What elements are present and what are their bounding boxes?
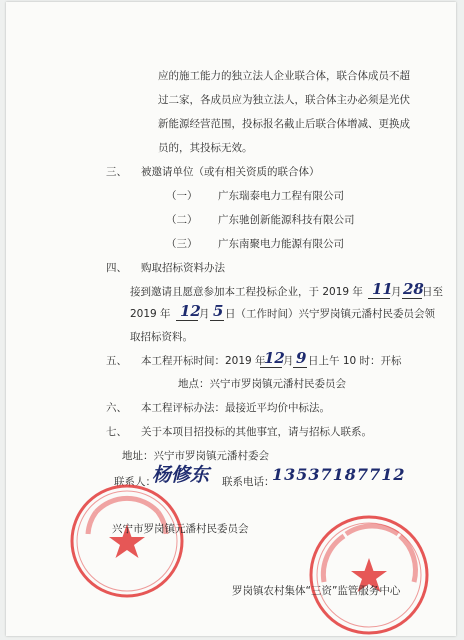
handwritten-month: 12 (264, 349, 285, 367)
signature-left: 兴宁市罗岗镇元潘村民委员会 (112, 523, 249, 535)
text-fragment: 日至 (422, 286, 443, 298)
handwritten-month: 11 (372, 280, 393, 298)
handwritten-day: 5 (213, 302, 224, 320)
contact-signature: 杨修东 (152, 464, 210, 486)
section-number: 四、 (106, 262, 127, 274)
blank-underline (368, 298, 390, 299)
text-fragment: 月 (391, 286, 402, 298)
blank-underline (210, 320, 224, 321)
handwritten-day: 28 (403, 280, 424, 298)
invitee-number: （三） (166, 238, 198, 250)
blank-underline (293, 367, 307, 368)
text-fragment: 月 (283, 355, 294, 367)
text-fragment: 本工程开标时间：2019 年 (141, 355, 266, 367)
invitee-name: 广东南聚电力能源有限公司 (218, 238, 344, 250)
signature-right: 罗岗镇农村集体“三资”监管服务中心 (232, 585, 401, 597)
paragraph-line: 过二家，各成员应为独立法人，联合体主办必须是光伏 (158, 94, 410, 106)
blank-underline (176, 320, 198, 321)
contact-label: 联系人： (114, 476, 156, 488)
phone-label: 联系电话： (222, 476, 275, 488)
handwritten-month: 12 (180, 302, 201, 320)
blank-underline (260, 367, 282, 368)
blank-underline (402, 298, 422, 299)
section-title: 购取招标资料办法 (141, 262, 225, 274)
paragraph-line: 新能源经营范围，投标报名截止后联合体增减、更换成 (158, 118, 410, 130)
invitee-number: （二） (166, 214, 198, 226)
left-seal-stamp (68, 482, 186, 600)
paragraph-line: 地点：兴宁市罗岗镇元潘村民委员会 (178, 378, 346, 390)
text-fragment: 日（工作时间）兴宁罗岗镇元潘村民委员会领 (225, 308, 435, 320)
paragraph-line: 取招标资料。 (130, 331, 193, 343)
handwritten-day: 9 (296, 349, 307, 367)
paragraph-line: 应的施工能力的独立法人企业联合体，联合体成员不超 (158, 70, 410, 82)
invitee-name: 广东瑞泰电力工程有限公司 (218, 190, 344, 202)
invitee-number: （一） (166, 190, 198, 202)
paragraph-line: 员的，其投标无效。 (158, 142, 253, 154)
phone-handwritten: 13537187712 (272, 465, 406, 484)
text-fragment: 2019 年 (130, 308, 171, 320)
section-title: 被邀请单位（或有相关资质的联合体） (141, 166, 320, 178)
right-seal-stamp (306, 512, 432, 636)
text-fragment: 日上午 10 时：开标 (308, 355, 402, 367)
section-number: 六、 (106, 402, 127, 414)
section-number: 七、 (106, 426, 127, 438)
paragraph-line: 关于本项目招投标的其他事宜，请与招标人联系。 (141, 426, 372, 438)
section-number: 三、 (106, 166, 127, 178)
address-line: 地址：兴宁市罗岗镇元潘村委会 (122, 450, 269, 462)
document-page (6, 2, 456, 636)
section-number: 五、 (106, 355, 127, 367)
paragraph-line: 接到邀请且愿意参加本工程投标企业，于 2019 年 (130, 286, 363, 298)
text-fragment: 月 (199, 308, 210, 320)
paragraph-line: 本工程评标办法：最接近平均价中标法。 (141, 402, 330, 414)
invitee-name: 广东驰创新能源科技有限公司 (218, 214, 355, 226)
